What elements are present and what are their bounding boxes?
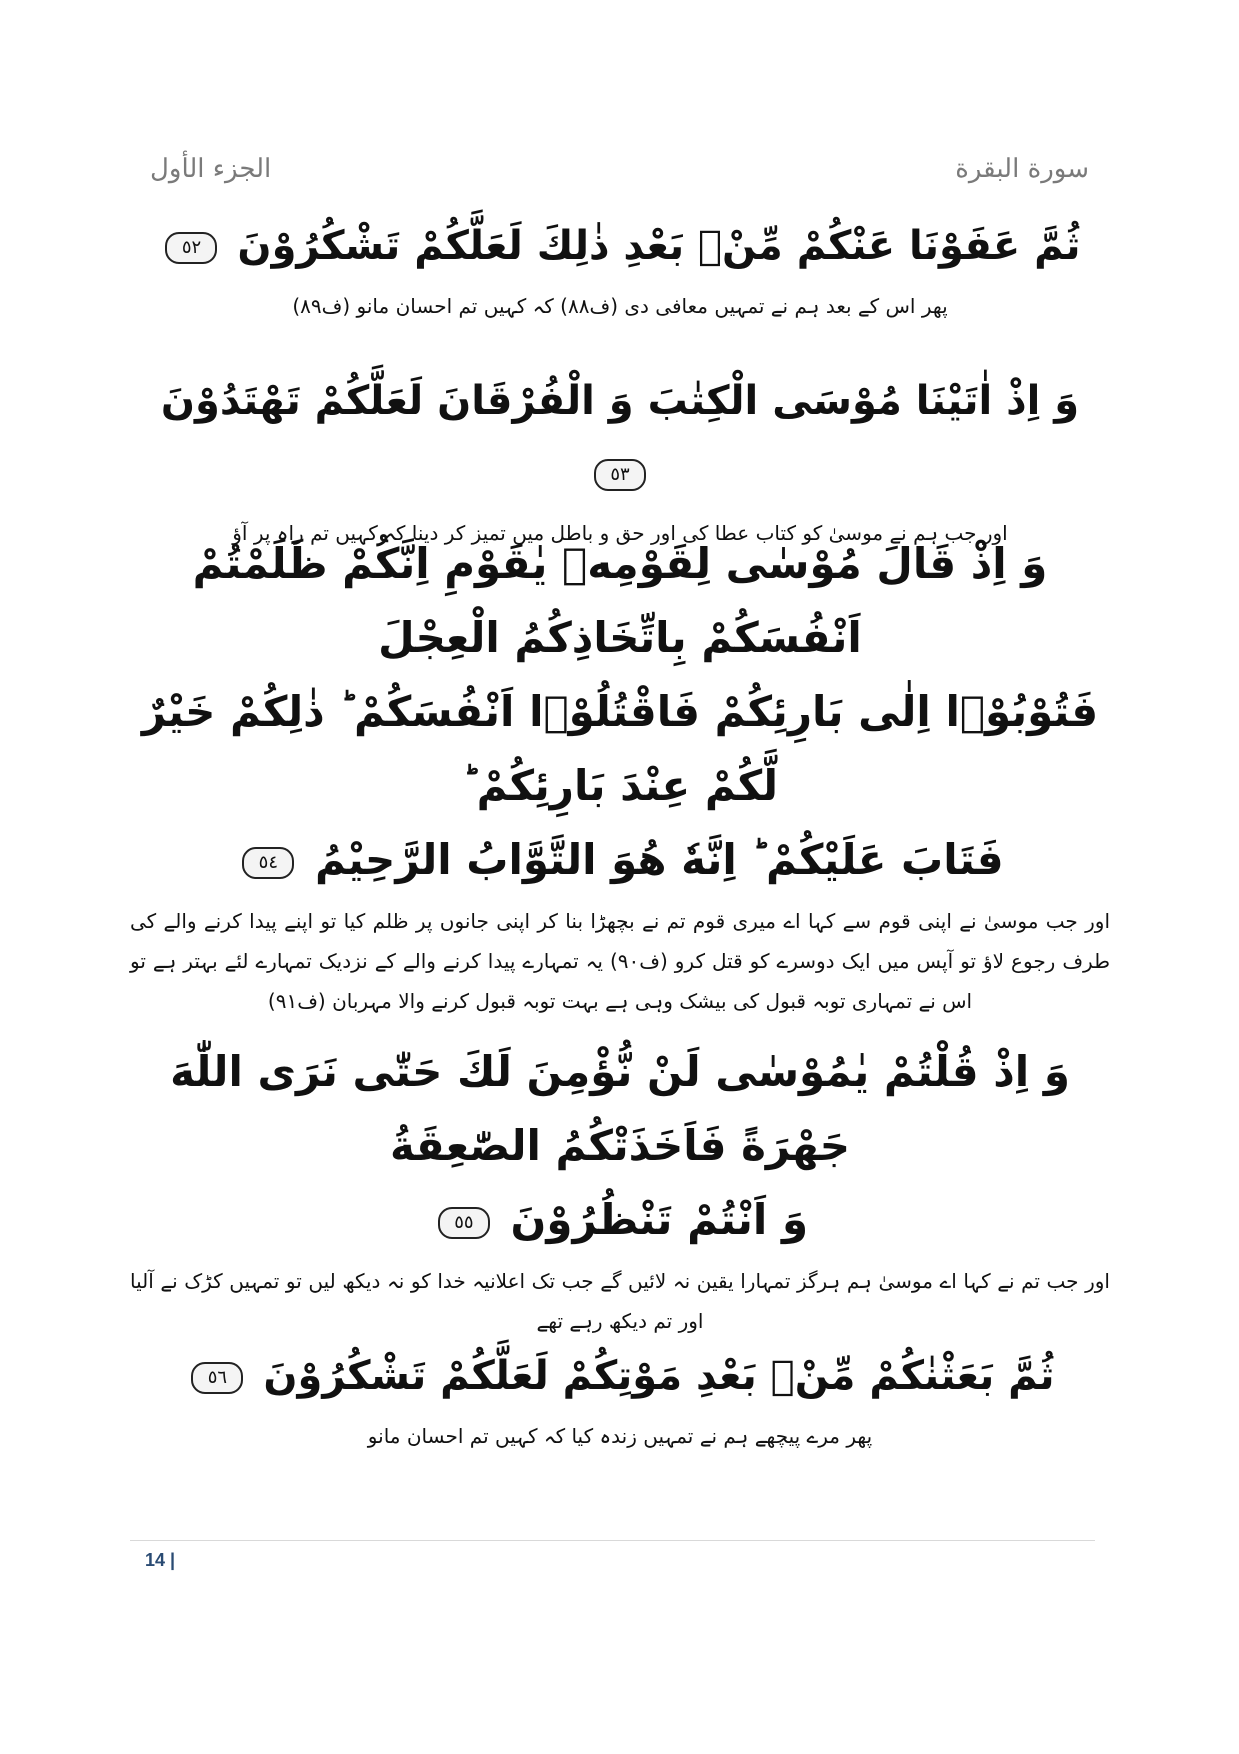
verse-53	[130, 365, 1110, 553]
ayah-number-marker: ٥٣	[594, 459, 646, 491]
juz-header: الجزء الأول	[150, 154, 272, 184]
verse-arabic: ثُمَّ بَعَثْنٰكُمْ مِّنْۢ بَعْدِ مَوْتِكُمْ لَعَلَّكُمْ تَشْكُرُوْنَ ٥٦	[130, 1340, 1110, 1412]
verse-arabic: وَ اَنْتُمْ تَنْظُرُوْنَ ٥٥	[130, 1183, 1110, 1257]
verse-translation: پھر مرے پیچھے ہم نے تمہیں زندہ کیا کہ کہیں تم احسان مانو	[367, 1424, 873, 1448]
verse-54	[130, 527, 1110, 1021]
footer-divider	[130, 1540, 1095, 1541]
surah-header: سورة البقرة	[955, 154, 1089, 184]
verse-arabic-line: فَتُوْبُوْۤا اِلٰى بَارِئِكُمْ فَاقْتُلُوْۤا اَنْفُسَكُمْ ؕ ذٰلِكُمْ خَيْرٌ لَّكُمْ عِنْدَ بَارِئِكُمْ ؕ	[141, 687, 1099, 810]
verse-52	[130, 210, 1110, 326]
verse-55	[130, 1035, 1110, 1341]
ayah-number-marker: ٥٦	[191, 1362, 243, 1394]
verse-arabic: فَتَابَ عَلَيْكُمْ ؕ اِنَّهٗ هُوَ التَّوَّابُ الرَّحِيْمُ ٥٤	[130, 823, 1110, 897]
verse-translation: پھر اس کے بعد ہم نے تمہیں معافی دی (ف۸۸) کہ کہیں تم احسان مانو (ف۸۹)	[292, 294, 948, 318]
verse-translation: اور جب موسیٰ نے اپنی قوم سے کہا اے میری قوم تم نے بچھڑا بنا کر اپنی جانوں پر ظلم کیا تو اپنے پیدا کرنے والے کی طرف رجوع لاؤ تو آپس میں ایک دوسرے کو قتل کرو (ف۹۰) یہ تمہارے پیدا کرنے والے کے نزدیک تمہارے لئے بہتر ہے تو اس نے تمہاری توبہ قبول کی بیشک وہی ہے بہت توبہ قبول کرنے والا مہربان (ف۹۱)	[130, 909, 1111, 1013]
verse-translation: اور جب تم نے کہا اے موسیٰ ہم ہرگز تمہارا یقین نہ لائیں گے جب تک اعلانیہ خدا کو نہ دیکھ لیں تو تمہیں کڑک نے آلیا اور تم دیکھ رہے تھے	[130, 1269, 1110, 1333]
ayah-number-marker: ٥٤	[242, 847, 294, 879]
verse-arabic: وَ اِذْ اٰتَيْنَا مُوْسَى الْكِتٰبَ وَ الْفُرْقَانَ لَعَلَّكُمْ تَهْتَدُوْنَ ٥٣	[130, 365, 1110, 509]
verse-56	[130, 1340, 1110, 1456]
verse-translation: اور جب ہم نے موسیٰ کو کتاب عطا کی اور حق و باطل میں تمیز کر دینا کہ کہیں تم راہ پر آؤ	[232, 521, 1008, 545]
page-number: 14 |	[145, 1550, 176, 1570]
verse-arabic-line: وَ اِذْ قَالَ مُوْسٰى لِقَوْمِهٖ يٰقَوْمِ اِنَّكُمْ ظَلَمْتُمْ اَنْفُسَكُمْ بِاتِّخَاذِكُمُ الْعِجْلَ	[192, 539, 1048, 662]
verse-arabic: ثُمَّ عَفَوْنَا عَنْكُمْ مِّنْۢ بَعْدِ ذٰلِكَ لَعَلَّكُمْ تَشْكُرُوْنَ ٥٢	[130, 210, 1110, 282]
verse-arabic-line: وَ اِذْ قُلْتُمْ يٰمُوْسٰى لَنْ نُّؤْمِنَ لَكَ حَتّٰى نَرَى اللّٰهَ جَهْرَةً فَاَخَذَتْكُمُ الصّٰعِقَةُ	[170, 1047, 1070, 1170]
ayah-number-marker: ٥٥	[438, 1207, 490, 1239]
ayah-number-marker: ٥٢	[165, 232, 217, 264]
